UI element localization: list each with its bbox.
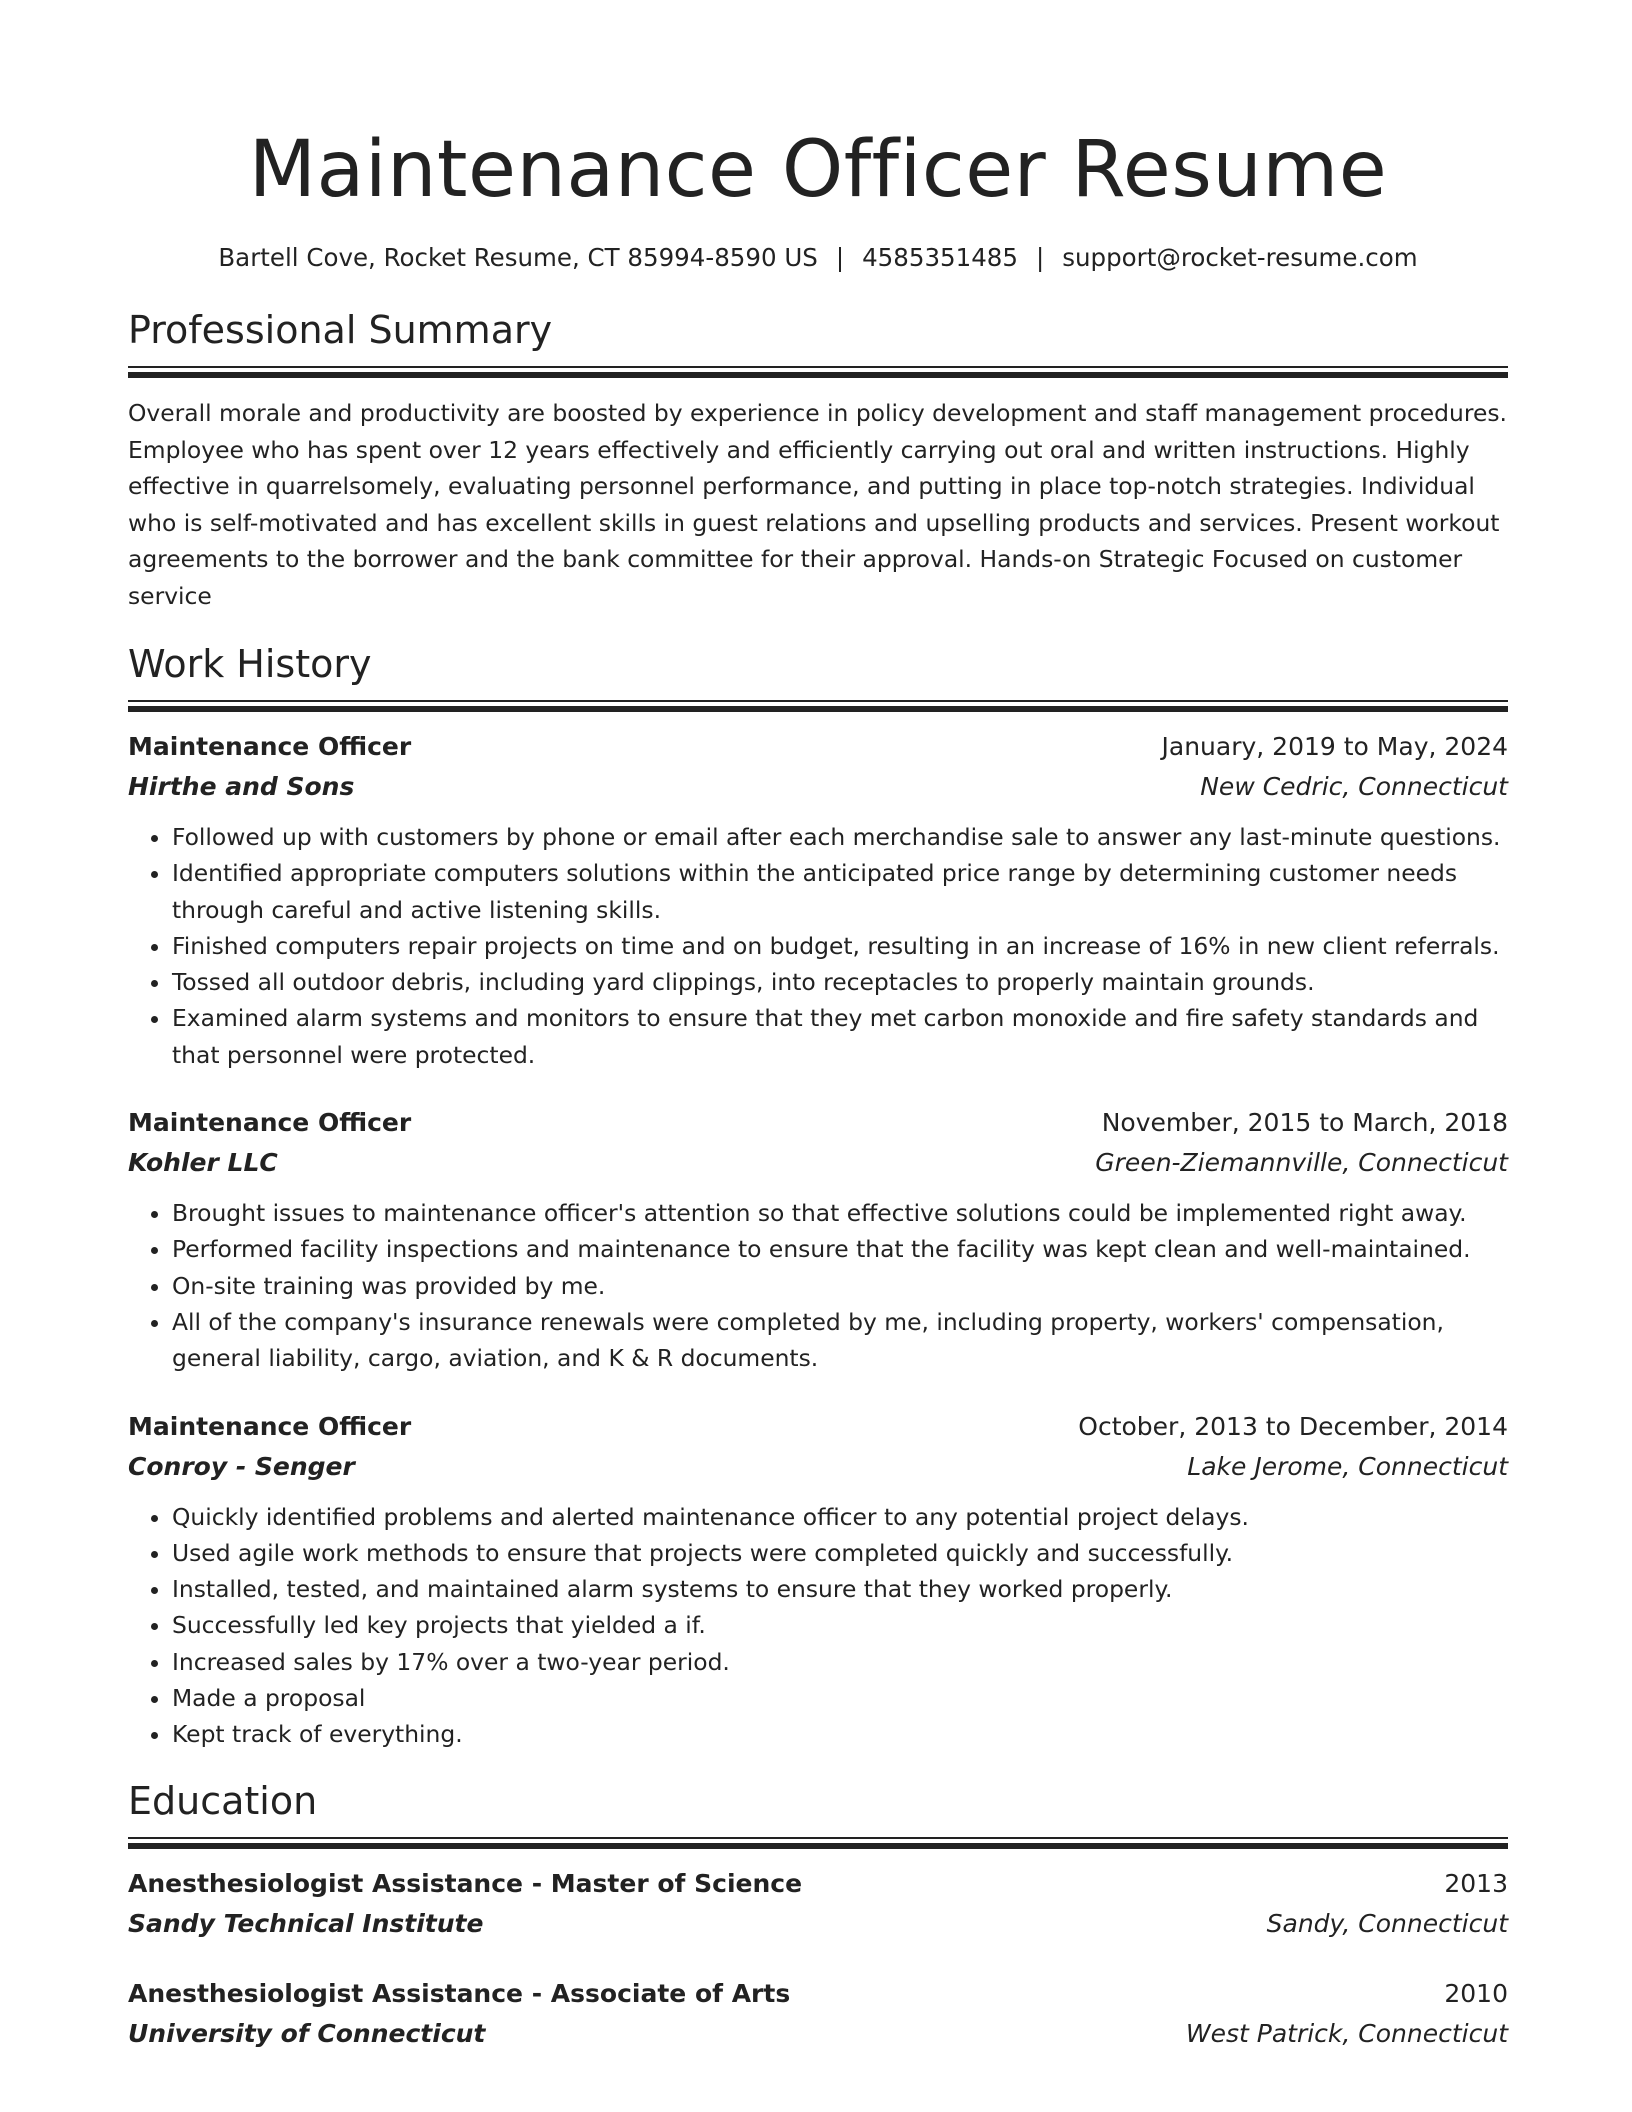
education-school: University of Connecticut bbox=[128, 2018, 486, 2048]
job-title: Maintenance Officer bbox=[128, 732, 412, 761]
section-heading-education: Education bbox=[128, 1778, 318, 1823]
job-bullet-list bbox=[128, 1195, 1508, 1376]
education-entry bbox=[128, 1974, 1508, 2054]
job-header-row bbox=[128, 1407, 1508, 1447]
contact-phone[interactable]: 4585351485 bbox=[862, 243, 1018, 272]
job-company-row bbox=[128, 767, 1508, 807]
education-degree: Anesthesiologist Assistance - Associate of Arts bbox=[128, 1978, 791, 2008]
education-school: Sandy Technical Institute bbox=[128, 1908, 484, 1938]
job-location: New Cedric, Connecticut bbox=[1200, 772, 1508, 801]
job-company: Kohler LLC bbox=[128, 1148, 278, 1178]
contact-separator: | bbox=[1035, 243, 1045, 272]
education-entry bbox=[128, 1864, 1508, 1944]
job-bullet: • Examined alarm systems and monitors to ensure that they met carbon monoxide and fire safety standards and that personnel were protected. bbox=[172, 1000, 1508, 1073]
job-company: Conroy - Senger bbox=[128, 1451, 355, 1481]
education-school-row bbox=[128, 2014, 1508, 2054]
job-header-row bbox=[128, 727, 1508, 767]
job-bullet-list bbox=[128, 819, 1508, 1073]
job-bullet: • Used agile work methods to ensure that projects were completed quickly and successfully. bbox=[172, 1535, 1508, 1571]
education-year: 2013 bbox=[1444, 1868, 1508, 1898]
education-location: West Patrick, Connecticut bbox=[1185, 2018, 1508, 2048]
education-header-row bbox=[128, 1864, 1508, 1904]
education-section bbox=[128, 1775, 1508, 2054]
job-bullet: • Quickly identified problems and alerted maintenance officer to any potential project delays. bbox=[172, 1499, 1508, 1535]
education-header-row bbox=[128, 1974, 1508, 2014]
work-history-section bbox=[128, 638, 1508, 1753]
summary-section bbox=[128, 304, 1508, 614]
job-location: Green-Ziemannville, Connecticut bbox=[1095, 1148, 1508, 1178]
section-divider bbox=[128, 700, 1508, 713]
job-company-row bbox=[128, 1447, 1508, 1487]
job-entry bbox=[128, 1407, 1508, 1753]
education-location: Sandy, Connecticut bbox=[1266, 1908, 1508, 1938]
section-heading-summary: Professional Summary bbox=[128, 308, 553, 352]
job-location: Lake Jerome, Connecticut bbox=[1187, 1451, 1508, 1481]
job-dates: November, 2015 to March, 2018 bbox=[1101, 1108, 1508, 1138]
summary-text: Overall morale and productivity are boosted by experience in policy development and staff management procedures. Employee who has spent over 12 years effectively and efficiently carrying out oral and written instructions. Highly effective in quarrelsomely, evaluating personnel performance, and putting in place top-notch strategies. Individual who is self-motivated and has excellent skills in guest relations and upselling products and services. Present workout agreements to the borrower and the bank committee for their approval. Hands-on Strategic Focused on customer service bbox=[128, 399, 1507, 610]
education-degree: Anesthesiologist Assistance - Master of Science bbox=[128, 1868, 803, 1898]
resume-page bbox=[128, 0, 1508, 2054]
job-bullet: • Followed up with customers by phone or email after each merchandise sale to answer any last-minute questions. bbox=[172, 819, 1508, 855]
job-bullet: • On-site training was provided by me. bbox=[172, 1268, 1508, 1304]
job-bullet: • Brought issues to maintenance officer's attention so that effective solutions could be implemented right away. bbox=[172, 1195, 1508, 1231]
job-bullet-list bbox=[128, 1499, 1508, 1753]
contact-separator: | bbox=[835, 243, 845, 272]
job-bullet: • Successfully led key projects that yielded a if. bbox=[172, 1607, 1508, 1643]
job-bullet: • Made a proposal bbox=[172, 1680, 1508, 1716]
job-company-row bbox=[128, 1143, 1508, 1183]
education-year: 2010 bbox=[1444, 1978, 1508, 2008]
job-entry bbox=[128, 727, 1508, 1073]
job-bullet: • Tossed all outdoor debris, including yard clippings, into receptacles to properly maintain grounds. bbox=[172, 964, 1508, 1000]
contact-email[interactable]: support@rocket-resume.com bbox=[1062, 243, 1418, 272]
contact-address: Bartell Cove, Rocket Resume, CT 85994-8590 US bbox=[218, 243, 818, 272]
section-divider bbox=[128, 1837, 1508, 1850]
section-heading-work-history: Work History bbox=[128, 642, 372, 686]
job-entry bbox=[128, 1103, 1508, 1376]
job-header-row bbox=[128, 1103, 1508, 1143]
job-dates: October, 2013 to December, 2014 bbox=[1078, 1411, 1508, 1441]
job-bullet: • Kept track of everything. bbox=[172, 1716, 1508, 1752]
job-bullet: • Finished computers repair projects on time and on budget, resulting in an increase of 16% in new client referrals. bbox=[172, 928, 1508, 964]
job-bullet: • Performed facility inspections and maintenance to ensure that the facility was kept clean and well-maintained. bbox=[172, 1231, 1508, 1267]
job-title: Maintenance Officer bbox=[128, 1411, 412, 1441]
resume-title: Maintenance Officer Resume bbox=[248, 125, 1388, 215]
education-school-row bbox=[128, 1904, 1508, 1944]
contact-line bbox=[128, 240, 1508, 276]
job-bullet: • Increased sales by 17% over a two-year period. bbox=[172, 1644, 1508, 1680]
job-bullet: • All of the company's insurance renewals were completed by me, including property, workers' compensation, general liability, cargo, aviation, and K & R documents. bbox=[172, 1304, 1508, 1377]
job-dates: January, 2019 to May, 2024 bbox=[1161, 732, 1508, 761]
job-bullet: • Installed, tested, and maintained alarm systems to ensure that they worked properly. bbox=[172, 1571, 1508, 1607]
job-company: Hirthe and Sons bbox=[128, 772, 355, 801]
job-title: Maintenance Officer bbox=[128, 1108, 412, 1138]
section-divider bbox=[128, 366, 1508, 379]
job-bullet: • Identified appropriate computers solutions within the anticipated price range by determining customer needs through careful and active listening skills. bbox=[172, 855, 1508, 928]
